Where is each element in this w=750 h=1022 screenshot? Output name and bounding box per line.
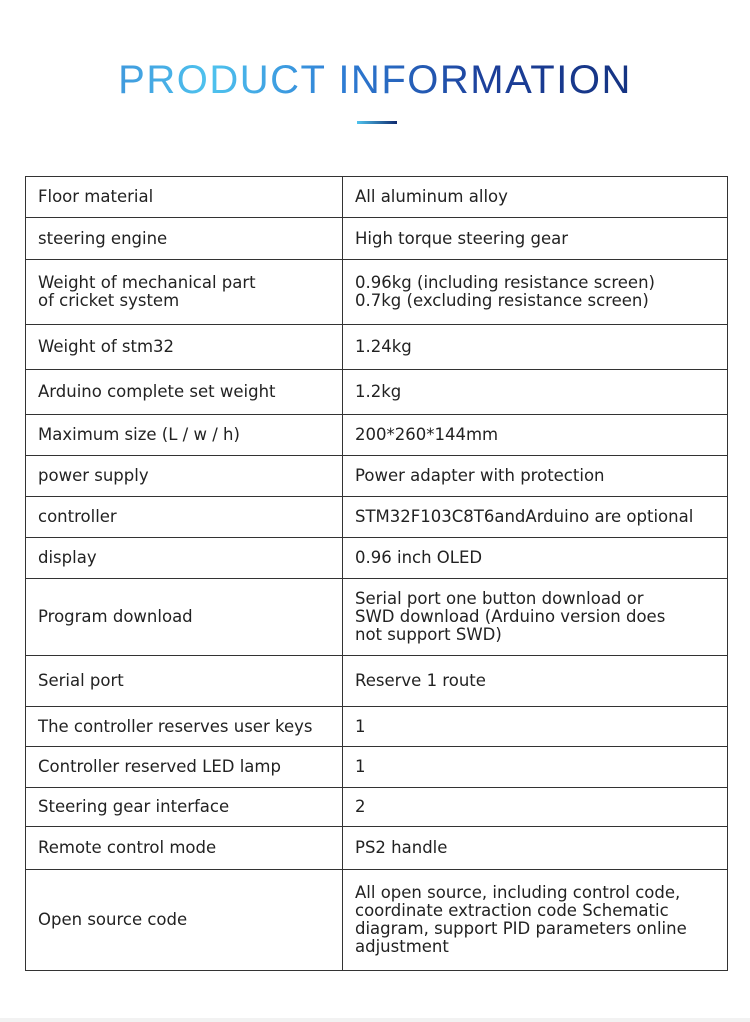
table-row [26, 870, 728, 971]
spec-value: 200*260*144mm [343, 415, 728, 456]
spec-value: Reserve 1 route [343, 656, 728, 707]
spec-value: 0.96kg (including resistance screen) 0.7kg (excluding resistance screen) [343, 260, 728, 325]
table-row [26, 325, 728, 370]
spec-label: Controller reserved LED lamp [26, 747, 343, 788]
table-row [26, 827, 728, 870]
table-row [26, 497, 728, 538]
table-row [26, 788, 728, 827]
spec-label: Steering gear interface [26, 788, 343, 827]
spec-label: The controller reserves user keys [26, 707, 343, 747]
spec-label: steering engine [26, 218, 343, 260]
table-row [26, 656, 728, 707]
spec-value: High torque steering gear [343, 218, 728, 260]
product-info-table [25, 176, 728, 971]
spec-label: display [26, 538, 343, 579]
spec-value: All open source, including control code, coordinate extraction code Schematic diagram, support PID parameters online adjustment [343, 870, 728, 971]
spec-value: 1 [343, 747, 728, 788]
spec-value: 0.96 inch OLED [343, 538, 728, 579]
table-row [26, 415, 728, 456]
table-row [26, 456, 728, 497]
table-row [26, 218, 728, 260]
spec-label: Open source code [26, 870, 343, 971]
spec-value: STM32F103C8T6andArduino are optional [343, 497, 728, 538]
spec-label: Maximum size (L / w / h) [26, 415, 343, 456]
spec-label: controller [26, 497, 343, 538]
spec-value: 1.2kg [343, 370, 728, 415]
table-row [26, 579, 728, 656]
spec-value: All aluminum alloy [343, 177, 728, 218]
spec-value: 2 [343, 788, 728, 827]
page-title: PRODUCT INFORMATION [0, 58, 750, 103]
spec-value: Serial port one button download or SWD download (Arduino version does not support SWD) [343, 579, 728, 656]
table-row [26, 538, 728, 579]
bottom-divider [0, 1018, 750, 1022]
spec-label: Serial port [26, 656, 343, 707]
title-underline-divider [357, 121, 397, 124]
spec-label: Floor material [26, 177, 343, 218]
spec-label: Remote control mode [26, 827, 343, 870]
table-row [26, 177, 728, 218]
spec-label: power supply [26, 456, 343, 497]
spec-value: PS2 handle [343, 827, 728, 870]
spec-label: Weight of stm32 [26, 325, 343, 370]
table-row [26, 707, 728, 747]
spec-value: 1 [343, 707, 728, 747]
spec-value: Power adapter with protection [343, 456, 728, 497]
table-row [26, 260, 728, 325]
table-row [26, 747, 728, 788]
spec-value: 1.24kg [343, 325, 728, 370]
spec-label: Weight of mechanical part of cricket system [26, 260, 343, 325]
table-row [26, 370, 728, 415]
spec-label: Arduino complete set weight [26, 370, 343, 415]
spec-label: Program download [26, 579, 343, 656]
